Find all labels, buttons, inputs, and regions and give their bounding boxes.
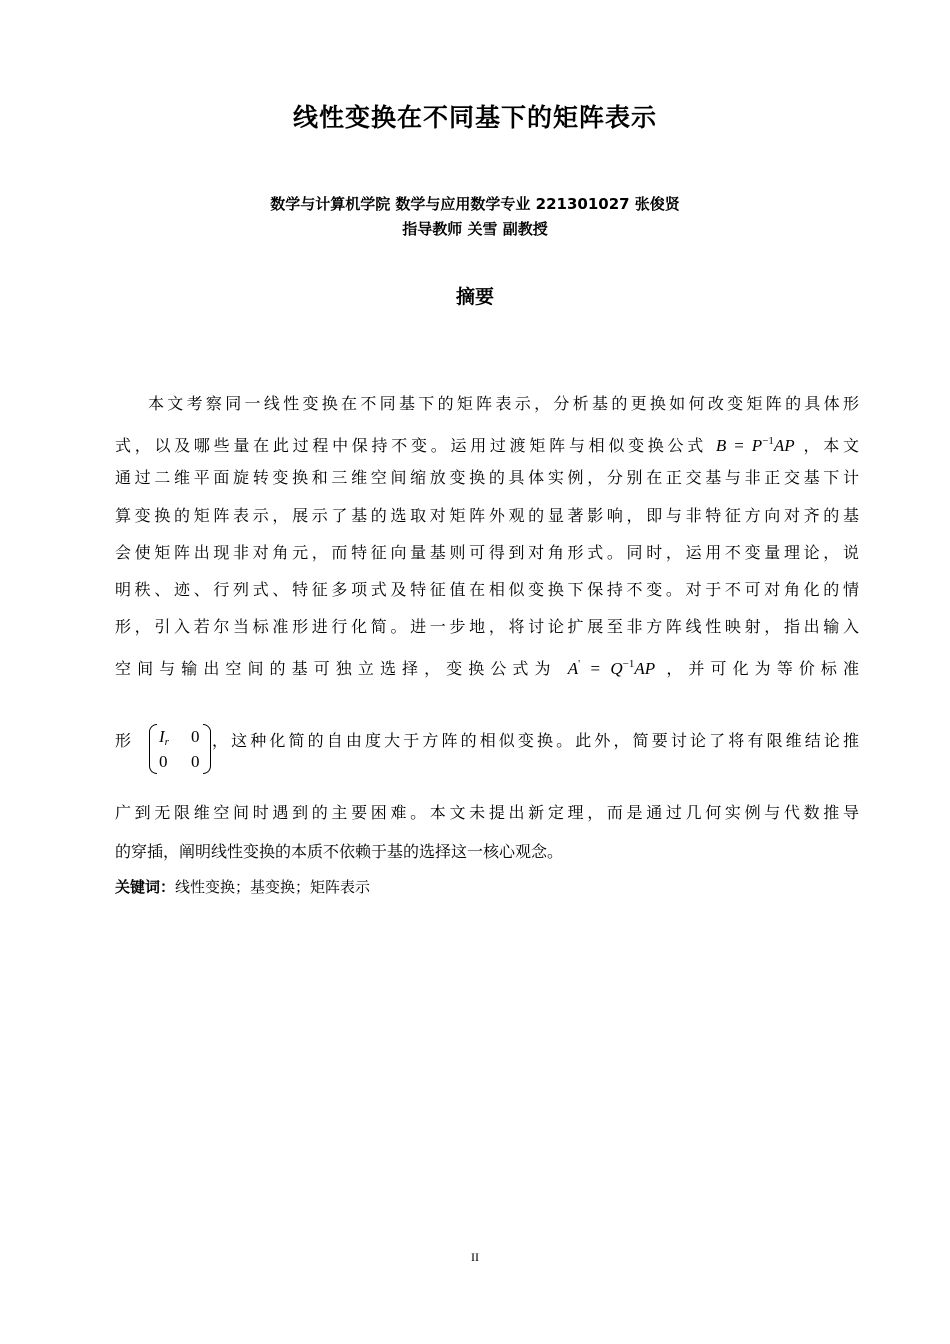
abstract-line: 形，引入若尔当标准形进行化简。进一步地，将讨论扩展至非方阵线性映射，指出输入 xyxy=(115,617,859,636)
abstract-text: 形 xyxy=(115,731,132,750)
abstract-text: ，并可化为等价标准 xyxy=(666,659,859,678)
abstract-text: 式，以及哪些量在此过程中保持不变。运用过渡矩阵与相似变换公式 xyxy=(115,436,708,455)
author-affiliation: 数学与计算机学院 数学与应用数学专业 221301027 张俊贤 xyxy=(270,195,680,213)
abstract-text: 空间与输出空间的基可独立选择，变换公式为 xyxy=(115,659,557,678)
matrix-cell: 0 xyxy=(159,752,168,771)
similarity-formula: $B = P^{-1}AP$ xyxy=(715,435,795,455)
matrix-left-bracket xyxy=(149,724,157,774)
abstract-text: ，本文 xyxy=(803,436,859,455)
matrix-right-bracket xyxy=(203,724,211,774)
canonical-form-matrix xyxy=(149,724,211,776)
keywords xyxy=(115,876,370,897)
abstract-line: 本文考察同一线性变换在不同基下的矩阵表示，分析基的更换如何改变矩阵的具体形 xyxy=(148,394,859,413)
equivalence-formula: $A' = Q^{-1}AP$ xyxy=(567,658,656,678)
abstract-line xyxy=(115,429,859,458)
matrix-cell: 0 xyxy=(191,727,200,746)
abstract-line: 的穿插，阐明线性变换的本质不依赖于基的选择这一核心观念。 xyxy=(115,842,564,861)
paper-title: 线性变换在不同基下的矩阵表示 xyxy=(292,103,657,132)
keywords-label: 关键词 xyxy=(115,878,161,896)
keywords-separator: ： xyxy=(160,878,176,896)
abstract-line: 明秩、迹、行列式、特征多项式及特征值在相似变换下保持不变。对于不可对角化的情 xyxy=(115,580,859,599)
abstract-line xyxy=(115,652,859,681)
advisor-line: 指导教师 关雪 副教授 xyxy=(402,220,548,238)
abstract-line: 广到无限维空间时遇到的主要困难。本文未提出新定理，而是通过几何实例与代数推导 xyxy=(115,803,859,822)
abstract-line: 通过二维平面旋转变换和三维空间缩放变换的具体实例，分别在正交基与非正交基下计 xyxy=(115,468,859,487)
matrix-cell: 0 xyxy=(191,752,200,771)
abstract-line: 算变换的矩阵表示，展示了基的选取对矩阵外观的显著影响，即与非特征方向对齐的基 xyxy=(115,506,859,525)
abstract-line: ，这种化简的自由度大于方阵的相似变换。此外，简要讨论了将有限维结论推 xyxy=(212,731,859,750)
abstract-line: 会使矩阵出现非对角元，而特征向量基则可得到对角形式。同时，运用不变量理论，说 xyxy=(115,543,859,562)
abstract-heading: 摘要 xyxy=(455,286,494,308)
keywords-list: 线性变换；基变换；矩阵表示 xyxy=(175,878,371,896)
matrix-cell: $I_r$ xyxy=(159,727,169,748)
page-number: II xyxy=(471,1250,479,1264)
